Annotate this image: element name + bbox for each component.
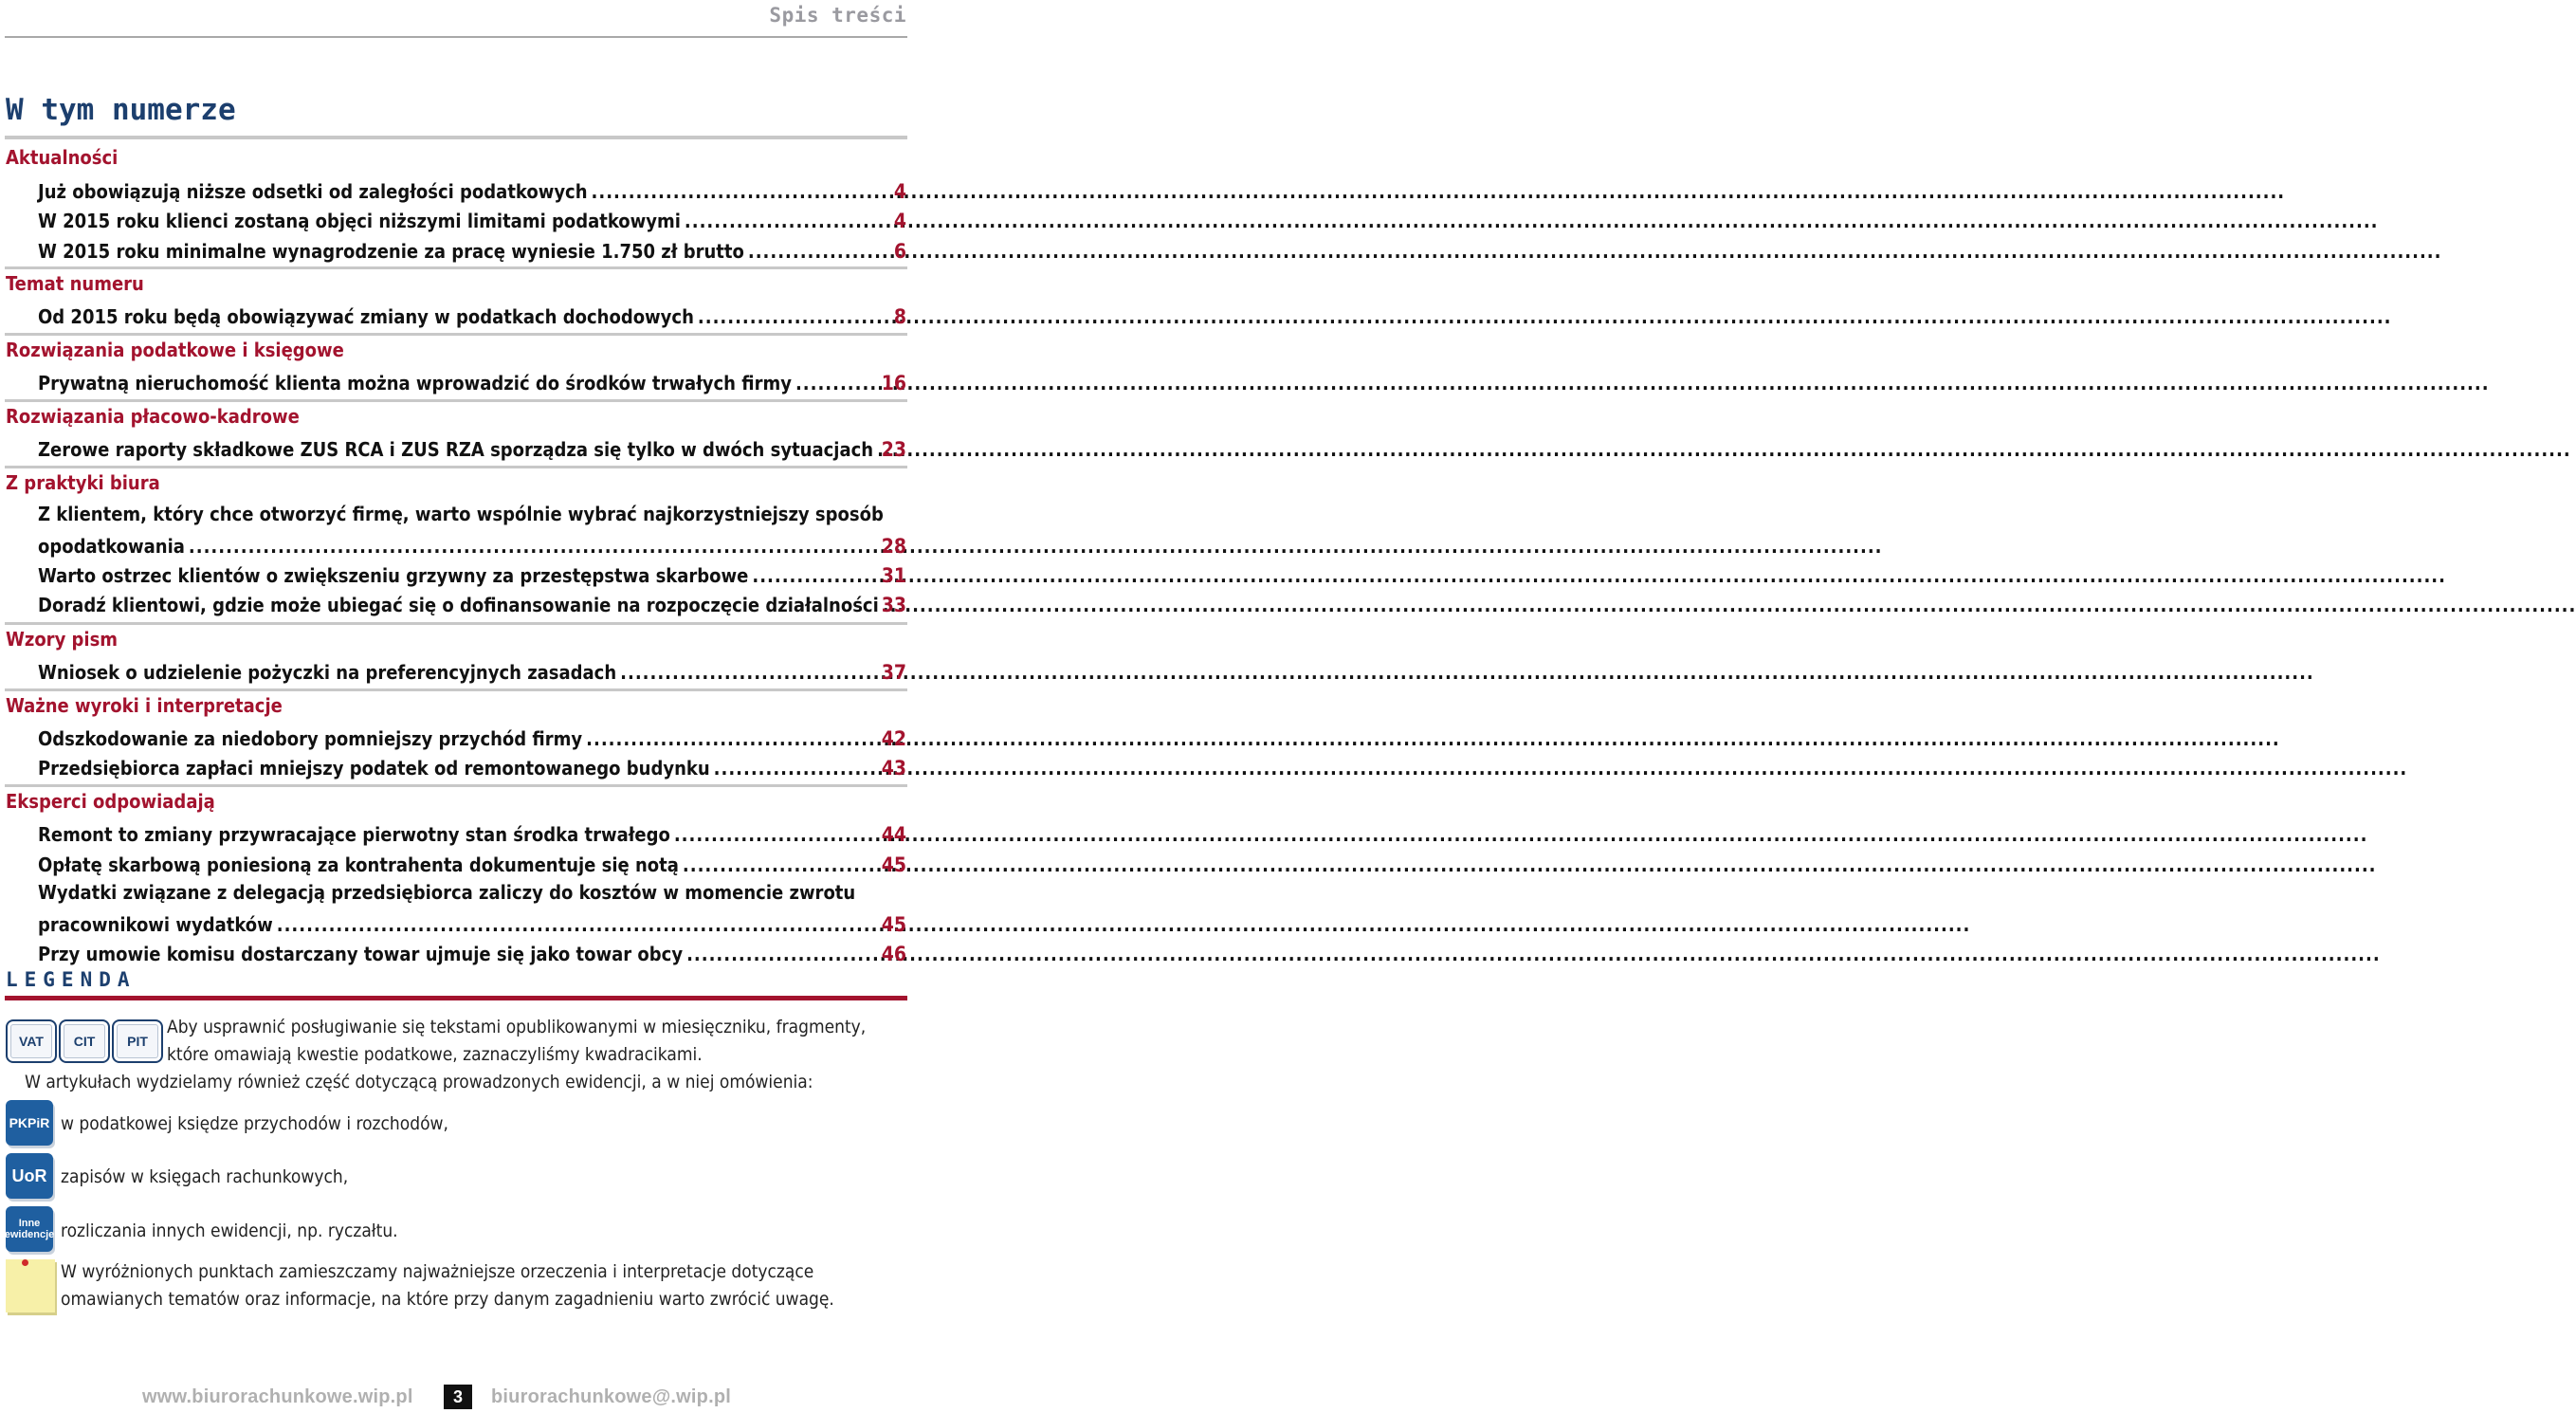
toc-entry-title: Przy umowie komisu dostarczany towar ujmuje się jako towar obcy	[38, 943, 684, 965]
dot-leader	[698, 305, 2392, 328]
toc-entry[interactable]	[38, 204, 849, 232]
section-heading: Wzory pism	[6, 628, 119, 651]
toc-entry[interactable]	[38, 751, 849, 780]
section-heading: Temat numeru	[6, 272, 144, 295]
toc-page-number: 23	[881, 438, 906, 461]
other-records-text: rozliczania innych ewidencji, np. ryczałtu.	[61, 1220, 398, 1241]
toc-page-number: 6	[893, 240, 906, 263]
section-heading: Rozwiązania podatkowe i księgowe	[6, 339, 344, 361]
toc-entry[interactable]	[38, 937, 849, 965]
toc-entry[interactable]	[38, 300, 849, 328]
dot-leader	[674, 823, 2368, 846]
toc-page-number: 46	[881, 943, 906, 965]
toc-page-number: 8	[893, 305, 906, 328]
legend-tags-text-line2: które omawiają kwestie podatkowe, zaznaczyliśmy kwadracikami.	[167, 1044, 703, 1065]
legend-title: LEGENDA	[6, 968, 137, 991]
toc-entry-title: Warto ostrzec klientów o zwiększeniu grzywny za przestępstwa skarbowe	[38, 564, 749, 587]
dot-leader	[714, 757, 2408, 780]
toc-entry-line: Z klientem, który chce otworzyć firmę, warto wspólnie wybrać najkorzystniejszy sposób	[38, 503, 884, 525]
dot-leader	[748, 240, 2442, 263]
toc-entry-title: Prywatną nieruchomość klienta można wprowadzić do środków trwałych firmy	[38, 372, 792, 395]
toc-entry-title: Wniosek o udzielenie pożyczki na preferencyjnych zasadach	[38, 661, 617, 684]
toc-page-number: 31	[881, 564, 906, 587]
toc-entry-title: W 2015 roku minimalne wynagrodzenie za pracę wyniesie 1.750 zł brutto	[38, 240, 744, 263]
toc-entry[interactable]	[38, 848, 849, 876]
section-heading: Ważne wyroki i interpretacje	[6, 694, 283, 717]
toc-page-number: 45	[881, 913, 906, 936]
toc-entry-title: Doradź klientowi, gdzie może ubiegać się o dofinansowanie na rozpoczęcie działalności	[38, 594, 879, 616]
section-rule	[5, 784, 907, 787]
header-rule	[5, 36, 907, 38]
dot-leader	[277, 913, 1971, 936]
title-rule	[5, 136, 907, 139]
toc-entry[interactable]	[38, 529, 849, 558]
toc-page-number: 4	[893, 210, 906, 232]
section-heading: Aktualności	[6, 146, 119, 169]
note-text-line2: omawianych tematów oraz informacje, na które przy danym zagadnieniu warto zwrócić uwagę.	[61, 1289, 834, 1310]
section-rule	[5, 333, 907, 336]
tax-tag-vat: VAT	[6, 1019, 57, 1063]
toc-entry-title: Od 2015 roku będą obowiązywać zmiany w podatkach dochodowych	[38, 305, 694, 328]
toc-entry-title: Już obowiązują niższe odsetki od zaległości podatkowych	[38, 180, 588, 203]
toc-page-number: 4	[893, 180, 906, 203]
dot-leader	[685, 210, 2379, 232]
legend-rule	[5, 996, 907, 1000]
dot-leader	[189, 535, 1883, 558]
toc-entry[interactable]	[38, 655, 849, 684]
toc-entry-title: Remont to zmiany przywracające pierwotny stan środka trwałego	[38, 823, 670, 846]
page-title: W tym numerze	[6, 93, 236, 127]
footer-website-link[interactable]: www.biurorachunkowe.wip.pl	[142, 1386, 413, 1407]
toc-entry[interactable]	[38, 817, 849, 846]
toc-entry-title: opodatkowania	[38, 535, 185, 558]
note-text-line1: W wyróżnionych punktach zamieszczamy najważniejsze orzeczenia i interpretacje dotyczące	[61, 1261, 814, 1282]
dot-leader	[683, 853, 2377, 876]
dot-leader	[795, 372, 2490, 395]
tax-tag-cit: CIT	[59, 1019, 110, 1063]
section-rule	[5, 266, 907, 269]
pin-icon	[22, 1259, 28, 1266]
toc-entry[interactable]	[38, 234, 849, 263]
toc-entry[interactable]	[38, 366, 849, 395]
toc-entry-title: Zerowe raporty składkowe ZUS RCA i ZUS RZA sporządza się tylko w dwóch sytuacjach	[38, 438, 874, 461]
toc-entry[interactable]	[38, 432, 874, 461]
toc-entry[interactable]	[38, 908, 849, 936]
footer-email-link[interactable]: biurorachunkowe@.wip.pl	[491, 1386, 732, 1407]
dot-leader	[586, 727, 2280, 750]
toc-page-number: 28	[881, 535, 906, 558]
toc-page-number: 42	[881, 727, 906, 750]
toc-entry[interactable]	[38, 588, 879, 616]
section-rule	[5, 622, 907, 625]
toc-page-number: 16	[881, 372, 906, 395]
toc-entry-title: Opłatę skarbową poniesioną za kontrahenta dokumentuje się notą	[38, 853, 679, 876]
legend-records-intro: W artykułach wydzielamy również część dotyczącą prowadzonych ewidencji, a w niej omówienia:	[25, 1072, 813, 1092]
other-records-tag: Inne ewidencje	[6, 1206, 53, 1252]
toc-entry-title: Odszkodowanie za niedobory pomniejszy przychód firmy	[38, 727, 583, 750]
section-rule	[5, 466, 907, 468]
toc-entry[interactable]	[38, 559, 849, 587]
toc-entry-line: Wydatki związane z delegacją przedsiębiorca zaliczy do kosztów w momencie zwrotu	[38, 881, 856, 904]
toc-page-number: 45	[881, 853, 906, 876]
section-rule	[5, 399, 907, 402]
dot-leader	[877, 438, 2571, 461]
sticky-note-icon	[6, 1259, 55, 1312]
dot-leader	[883, 594, 2576, 616]
uor-tag: UoR	[6, 1153, 53, 1199]
toc-entry-title: W 2015 roku klienci zostaną objęci niższymi limitami podatkowymi	[38, 210, 681, 232]
toc-page-number: 44	[881, 823, 906, 846]
toc-entry-title: Przedsiębiorca zapłaci mniejszy podatek od remontowanego budynku	[38, 757, 710, 780]
dot-leader	[752, 564, 2446, 587]
page-number: 3	[444, 1385, 472, 1409]
pkpir-tag: PKPiR	[6, 1100, 53, 1146]
uor-text: zapisów w księgach rachunkowych,	[61, 1166, 349, 1187]
toc-page-number: 37	[881, 661, 906, 684]
section-heading: Rozwiązania płacowo-kadrowe	[6, 405, 300, 428]
dot-leader	[686, 943, 2381, 965]
dot-leader	[592, 180, 2286, 203]
section-heading: Z praktyki biura	[6, 471, 160, 494]
toc-entry-title: pracownikowi wydatków	[38, 913, 273, 936]
pkpir-text: w podatkowej księdze przychodów i rozchodów,	[61, 1113, 448, 1134]
section-heading: Eksperci odpowiadają	[6, 790, 215, 813]
toc-page-number: 43	[881, 757, 906, 780]
toc-entry[interactable]	[38, 174, 849, 203]
tax-tag-pit: PIT	[112, 1019, 163, 1063]
toc-page-number: 33	[881, 594, 906, 616]
section-rule	[5, 688, 907, 691]
toc-entry[interactable]	[38, 722, 849, 750]
header-title: Spis treści	[769, 4, 906, 27]
legend-tags-text-line1: Aby usprawnić posługiwanie się tekstami opublikowanymi w miesięczniku, fragmenty,	[167, 1017, 867, 1037]
